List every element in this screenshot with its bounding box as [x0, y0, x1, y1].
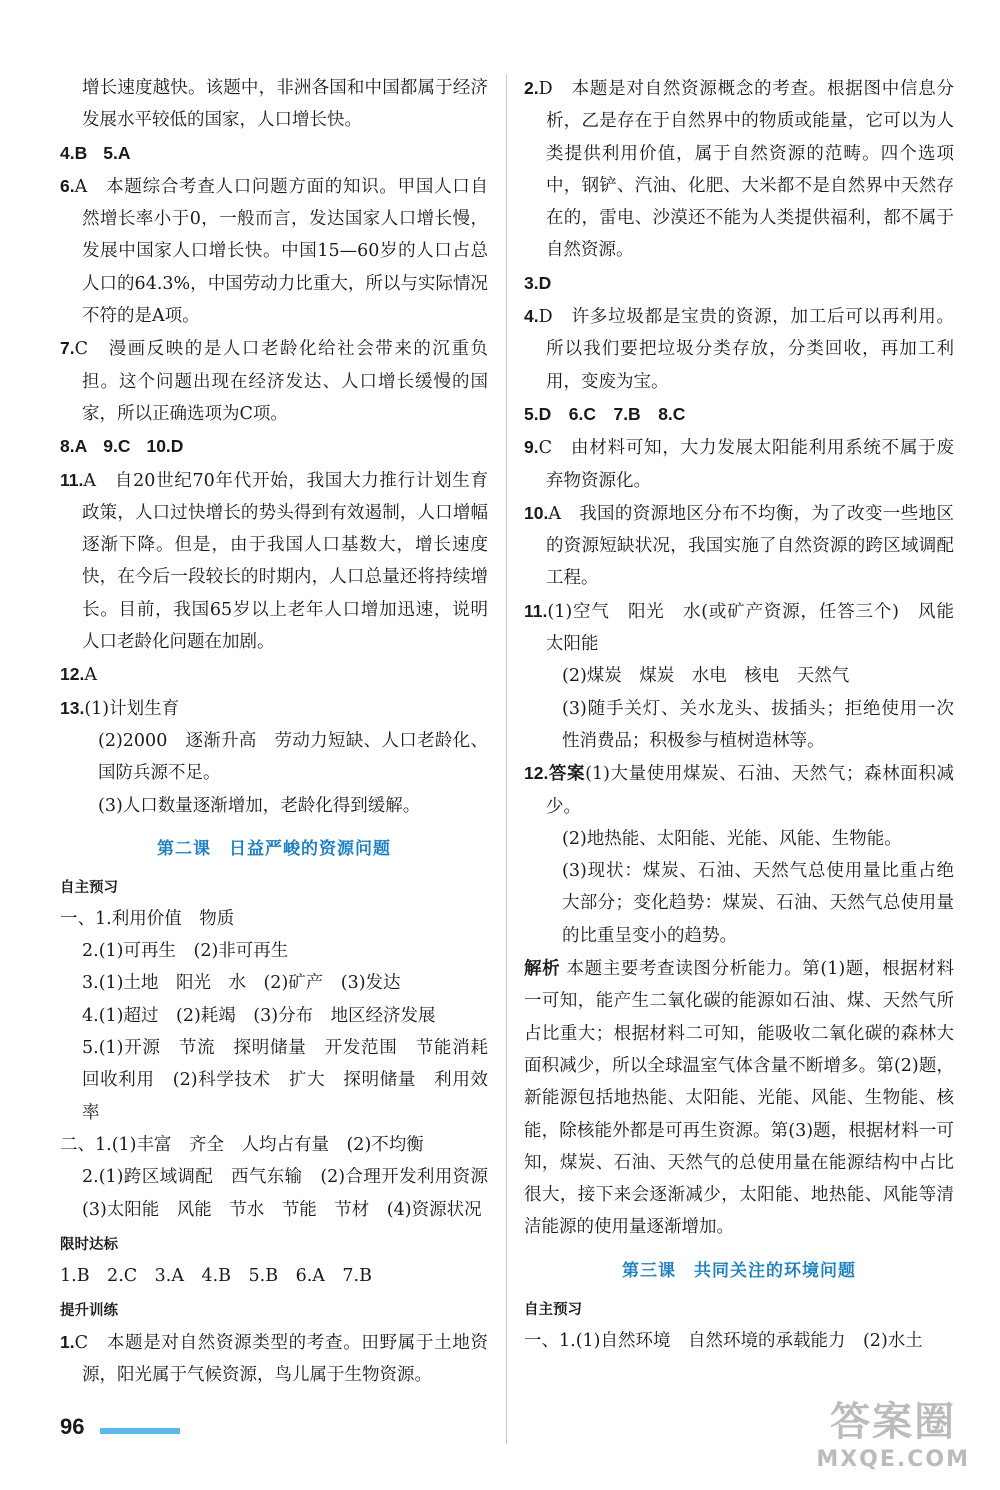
answer-continuation: 增长速度越快。该题中，非洲各国和中国都属于经济发展水平较低的国家，人口增长快。 [82, 78, 488, 131]
improve-answer-3: 3.D [524, 272, 552, 293]
improve-answer-12-analysis: 解析 本题主要考查读图分析能力。第(1)题，根据材料一可知，能产生二氧化碳的能源如石油、煤、天然气所占比重大；根据材料二可知，能吸收二氧化碳的森林大面积减少，所以全球温室气体含量不断增多。第(2)题，新能源包括地热能、太阳能、光能、风能、生物能、核能，除核能外都是可再生资源。第(3)题，根据材料一可知，煤炭、石油、天然气的总使用量在能源结构中占比很大，接下来会逐渐减少，太阳能、地热能、风能等清洁能源的使用量逐渐增加。 [524, 958, 954, 1238]
improve-answer-12-part2: (2)地热能、太阳能、光能、风能、生物能。 [562, 828, 902, 849]
section-preview-2: 自主预习 [524, 1301, 582, 1318]
section-improve: 提升训练 [60, 1303, 118, 1320]
answer-13-part1: 13.(1)计划生育 [60, 697, 180, 719]
section-preview: 自主预习 [60, 879, 118, 896]
improve-answer-1: 1.C 本题是对自然资源类型的考查。田野属于土地资源，阳光属于气候资源，鸟儿属于生物资源。 [60, 1332, 488, 1386]
page-number-bar [100, 1428, 180, 1434]
improve-answer-11-part1: 11.(1)空气 阳光 水(或矿产资源，任答三个) 风能 太阳能 [524, 600, 972, 655]
right-column [524, 72, 972, 1357]
answer-4-5: 4.B 5.A [60, 142, 131, 163]
improve-answer-4: 4.D 许多垃圾都是宝贵的资源，加工后可以再利用。所以我们要把垃圾分类存放，分类回收，再加工利用，变废为宝。 [524, 306, 954, 392]
improve-answer-2: 2.D 本题是对自然资源概念的考查。根据图中信息分析，乙是存在于自然界中的物质或能量，它可以为人类提供利用价值，属于自然资源的范畴。四个选项中，钢铲、汽油、化肥、大米都不是自然界中天然存在的，雷电、沙漠还不能为人类提供福利，都不属于自然资源。 [524, 78, 954, 261]
preview-1-3: 3.(1)土地 阳光 水 (2)矿产 (3)发达 [82, 973, 401, 994]
improve-answer-5-8: 5.D 6.C 7.B 8.C [524, 403, 686, 424]
page-number: 96 [60, 1414, 85, 1439]
lesson-3-title: 第三课 共同关注的环境问题 [622, 1260, 856, 1281]
answer-7: 7.C 漫画反映的是人口老龄化给社会带来的沉重负担。这个问题出现在经济发达、人口增长缓慢的国家，所以正确选项为C项。 [60, 338, 488, 424]
answer-13-part2: (2)2000 逐渐升高 劳动力短缺、人口老龄化、国防兵源不足。 [98, 730, 488, 784]
lesson-2-title: 第二课 日益严峻的资源问题 [157, 838, 391, 859]
improve-answer-9: 9.C 由材料可知，大力发展太阳能利用系统不属于废弃物资源化。 [524, 437, 954, 491]
preview-1-2: 2.(1)可再生 (2)非可再生 [82, 941, 289, 962]
improve-answer-12-part3: (3)现状：煤炭、石油、天然气总使用量比重占绝大部分；变化趋势：煤炭、石油、天然气总使用量的比重呈变小的趋势。 [562, 861, 954, 946]
answer-6: 6.A 本题综合考查人口问题方面的知识。甲国人口自然增长率小于0，一般而言，发达国家人口增长慢，发展中国家人口增长快。中国15—60岁的人口占总人口的64.3%，中国劳动力比重大，所以与实际情况不符的是A项。 [60, 175, 488, 327]
improve-answer-11-part2: (2)煤炭 煤炭 水电 核电 天然气 [562, 666, 850, 687]
preview-1-4: 4.(1)超过 (2)耗竭 (3)分布 地区经济发展 [82, 1005, 436, 1026]
limit-answers: 1.B 2.C 3.A 4.B 5.B 6.A 7.B [60, 1265, 372, 1286]
left-column [60, 72, 506, 1392]
preview-1-1: 一、1.利用价值 物质 [60, 908, 235, 929]
improve-answer-10: 10.A 我国的资源地区分布不均衡，为了改变一些地区的资源短缺状况，我国实施了自然资源的跨区域调配工程。 [524, 502, 954, 589]
watermark-logo: 答案圈 MXQE.COM [816, 1399, 970, 1472]
preview-1-5: 5.(1)开源 节流 探明储量 开发范围 节能消耗 回收利用 (2)科学技术 扩大 探明储量 利用效率 [82, 1038, 506, 1123]
answer-12: 12.A [60, 664, 97, 686]
preview-2-1: 二、1.(1)丰富 齐全 人均占有量 (2)不均衡 [60, 1134, 424, 1155]
answer-11: 11.A 自20世纪70年代开始，我国大力推行计划生育政策，人口过快增长的势头得到有效遏制，人口增幅逐渐下降。但是，由于我国人口基数大，增长速度快，在今后一段较长的时期内，人口总量还将持续增长。目前，我国65岁以上老年人口增加迅速，说明人口老龄化问题在加剧。 [60, 469, 488, 653]
improve-answer-12-part1: 12.答案(1)大量使用煤炭、石油、天然气；森林面积减少。 [524, 763, 954, 817]
improve-answer-11-part3: (3)随手关灯、关水龙头、拔插头；拒绝使用一次性消费品；积极参与植树造林等。 [562, 698, 954, 751]
answer-8-10: 8.A 9.C 10.D [60, 436, 184, 457]
answer-13-part3: (3)人口数量逐渐增加，老龄化得到缓解。 [98, 795, 421, 816]
preview-3-1: 一、1.(1)自然环境 自然环境的承载能力 (2)水土 [524, 1330, 923, 1351]
column-divider [506, 74, 507, 1444]
preview-2-2: 2.(1)跨区域调配 西气东输 (2)合理开发利用资源 (3)太阳能 风能 节水 节能 节材 (4)资源状况 [82, 1167, 506, 1220]
section-limit: 限时达标 [60, 1236, 118, 1253]
